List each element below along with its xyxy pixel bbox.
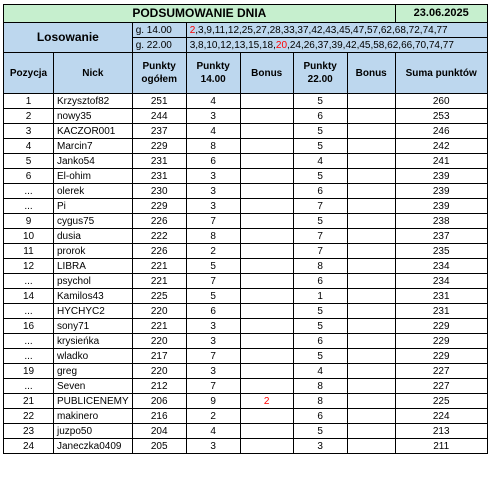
draw-number: 25 [241,24,253,36]
cell-bonus-1 [240,199,293,214]
table-row [4,229,488,244]
cell-nick: sony71 [54,319,133,334]
cell-points-14: 3 [186,439,240,454]
header-punkty-ogolem: Punkty ogółem [132,53,186,94]
cell-points-22: 6 [293,109,347,124]
cell-bonus-2 [347,154,395,169]
cell-points-22: 8 [293,379,347,394]
cell-points-14: 9 [186,394,240,409]
cell-points-22: 5 [293,139,347,154]
cell-points-14: 8 [186,229,240,244]
cell-position: ... [4,379,54,394]
cell-points-14: 6 [186,304,240,319]
header-suma: Suma punktów [395,53,487,94]
cell-bonus-1 [240,409,293,424]
cell-bonus-2 [347,379,395,394]
cell-sum: 239 [395,184,487,199]
draw-number: 28 [269,24,281,36]
cell-bonus-1 [240,154,293,169]
cell-points-14: 2 [186,244,240,259]
cell-position: 16 [4,319,54,334]
cell-sum: 253 [395,109,487,124]
cell-bonus-2 [347,184,395,199]
cell-bonus-1 [240,109,293,124]
cell-position: 24 [4,439,54,454]
cell-points-22: 5 [293,319,347,334]
cell-points-14: 7 [186,349,240,364]
cell-points-14: 3 [186,109,240,124]
cell-total: 221 [132,274,186,289]
draw-number: 70 [414,39,427,51]
cell-bonus-2 [347,244,395,259]
cell-nick: Pi [54,199,133,214]
cell-sum: 239 [395,199,487,214]
cell-nick: greg [54,364,133,379]
cell-total: 220 [132,334,186,349]
cell-sum: 234 [395,259,487,274]
cell-points-14: 4 [186,424,240,439]
cell-nick: nowy35 [54,109,133,124]
cell-position: ... [4,349,54,364]
table-row [4,334,488,349]
cell-total: 225 [132,289,186,304]
cell-bonus-1 [240,259,293,274]
draw-label-14: g. 14.00 [132,23,186,38]
cell-bonus-1 [240,349,293,364]
cell-nick: krysieńka [54,334,133,349]
cell-sum: 231 [395,304,487,319]
draw-number: 43 [325,24,337,36]
cell-nick: LIBRA [54,259,133,274]
draw-number: 12 [220,39,232,51]
cell-bonus-1 [240,439,293,454]
losowanie-label: Losowanie [4,23,133,53]
cell-bonus-2 [347,364,395,379]
cell-points-22: 5 [293,349,347,364]
cell-bonus-2 [347,439,395,454]
draw-number: 37 [297,24,309,36]
cell-nick: El-ohim [54,169,133,184]
cell-bonus-2 [347,319,395,334]
cell-position: ... [4,199,54,214]
draw-number: 68 [394,24,406,36]
cell-bonus-1 [240,169,293,184]
cell-sum: 227 [395,379,487,394]
cell-bonus-1 [240,124,293,139]
table-row [4,94,488,109]
draw-number: 3 [189,39,196,51]
cell-bonus-1 [240,184,293,199]
draw-number: 10 [206,39,218,51]
cell-bonus-2 [347,229,395,244]
table-row [4,244,488,259]
draw-label-22: g. 22.00 [132,38,186,53]
cell-points-14: 4 [186,94,240,109]
table-row [4,154,488,169]
cell-sum: 234 [395,274,487,289]
cell-nick: Kamilos43 [54,289,133,304]
cell-points-22: 5 [293,214,347,229]
cell-bonus-1 [240,214,293,229]
cell-bonus-2 [347,394,395,409]
cell-sum: 241 [395,154,487,169]
cell-total: 216 [132,409,186,424]
header-pozycja: Pozycja [4,53,54,94]
cell-points-22: 1 [293,289,347,304]
table-row [4,349,488,364]
cell-sum: 229 [395,349,487,364]
cell-points-22: 5 [293,94,347,109]
draw-numbers-14: 2,3,9,11,12,25,27,28,33,37,42,43,45,47,57,62,68,72,74,77 [186,23,487,38]
cell-sum: 237 [395,229,487,244]
table-row [4,139,488,154]
header-punkty-14: Punkty 14.00 [186,53,240,94]
draw-number: 15 [248,39,260,51]
cell-bonus-1 [240,364,293,379]
draw-number: 9 [206,24,212,36]
draw-number: 77 [436,24,448,36]
cell-sum: 211 [395,439,487,454]
table-row [4,304,488,319]
cell-points-14: 7 [186,274,240,289]
cell-bonus-2 [347,289,395,304]
draw-number: 11 [214,24,226,36]
cell-bonus-1 [240,304,293,319]
cell-points-22: 8 [293,394,347,409]
cell-points-22: 6 [293,274,347,289]
cell-sum: 231 [395,289,487,304]
cell-total: 220 [132,304,186,319]
cell-bonus-2 [347,334,395,349]
cell-nick: PUBLICENEMY [54,394,133,409]
cell-bonus-2 [347,274,395,289]
draw-number: 58 [373,39,385,51]
cell-position: 2 [4,109,54,124]
cell-total: 221 [132,259,186,274]
cell-bonus-2 [347,124,395,139]
cell-bonus-1 [240,289,293,304]
cell-bonus-1 [240,319,293,334]
cell-nick: Marcin7 [54,139,133,154]
cell-points-22: 6 [293,409,347,424]
cell-points-22: 8 [293,259,347,274]
cell-total: 206 [132,394,186,409]
cell-total: 230 [132,184,186,199]
cell-total: 217 [132,349,186,364]
table-row [4,439,488,454]
draw-number: 57 [366,24,379,36]
draw-number: 13 [234,39,246,51]
cell-nick: HYCHYC2 [54,304,133,319]
cell-position: 22 [4,409,54,424]
table-row [4,214,488,229]
cell-total: 244 [132,109,186,124]
cell-sum: 246 [395,124,487,139]
table-row [4,289,488,304]
draw-number: 66 [401,39,413,51]
cell-total: 231 [132,169,186,184]
draw-number: 8 [198,39,204,51]
cell-points-22: 5 [293,169,347,184]
draw-number: 45 [339,24,351,36]
table-row [4,319,488,334]
cell-points-22: 4 [293,364,347,379]
cell-points-22: 7 [293,229,347,244]
cell-sum: 239 [395,169,487,184]
draw-number: 77 [442,39,454,51]
cell-bonus-1 [240,229,293,244]
cell-sum: 224 [395,409,487,424]
cell-total: 222 [132,229,186,244]
draw-number: 72 [408,24,420,36]
cell-position: ... [4,304,54,319]
cell-points-14: 8 [186,139,240,154]
cell-total: 221 [132,319,186,334]
cell-nick: prorok [54,244,133,259]
cell-total: 251 [132,94,186,109]
cell-bonus-1 [240,139,293,154]
cell-position: 5 [4,154,54,169]
draw-number: 45 [359,39,371,51]
cell-nick: Seven [54,379,133,394]
cell-position: ... [4,274,54,289]
cell-position: 19 [4,364,54,379]
cell-sum: 238 [395,214,487,229]
summary-table [3,4,488,454]
cell-points-22: 4 [293,154,347,169]
cell-nick: makinero [54,409,133,424]
cell-points-22: 3 [293,439,347,454]
draw-number: 24 [289,39,301,51]
cell-nick: KACZOR001 [54,124,133,139]
table-row [4,124,488,139]
cell-bonus-2 [347,94,395,109]
draw-number: 3 [198,24,204,36]
cell-sum: 260 [395,94,487,109]
table-row [4,184,488,199]
cell-total: 237 [132,124,186,139]
cell-position: 14 [4,289,54,304]
cell-bonus-2 [347,199,395,214]
cell-total: 226 [132,214,186,229]
table-row [4,364,488,379]
cell-points-14: 3 [186,364,240,379]
header-bonus-2: Bonus [347,53,395,94]
cell-bonus-1 [240,334,293,349]
cell-total: 229 [132,139,186,154]
cell-total: 205 [132,439,186,454]
cell-position: 9 [4,214,54,229]
cell-bonus-2 [347,109,395,124]
table-row [4,424,488,439]
cell-sum: 227 [395,364,487,379]
draw-number: 74 [428,39,440,51]
draw-number: 39 [331,39,343,51]
cell-total: 231 [132,154,186,169]
cell-total: 212 [132,379,186,394]
cell-sum: 235 [395,244,487,259]
draw-numbers-22: 3,8,10,12,13,15,18,20,24,26,37,39,42,45,58,62,66,70,74,77 [186,38,487,53]
cell-bonus-1 [240,424,293,439]
cell-bonus-2 [347,214,395,229]
table-row [4,274,488,289]
cell-points-22: 5 [293,424,347,439]
table-row [4,169,488,184]
cell-bonus-1 [240,244,293,259]
cell-bonus-1: 2 [240,394,293,409]
cell-points-14: 4 [186,124,240,139]
draw-number: 27 [255,24,267,36]
cell-nick: dusia [54,229,133,244]
cell-points-14: 3 [186,169,240,184]
cell-nick: Janko54 [54,154,133,169]
draw-number: 2 [189,24,196,36]
cell-total: 226 [132,244,186,259]
draw-number: 42 [311,24,323,36]
cell-bonus-2 [347,424,395,439]
cell-position: 10 [4,229,54,244]
cell-position: ... [4,334,54,349]
draw-number: 62 [380,24,392,36]
cell-nick: cygus75 [54,214,133,229]
cell-total: 204 [132,424,186,439]
cell-total: 220 [132,364,186,379]
draw-number: 20 [275,39,288,51]
cell-nick: psychol [54,274,133,289]
draw-number: 74 [422,24,434,36]
cell-bonus-2 [347,409,395,424]
cell-points-14: 5 [186,289,240,304]
cell-position: 21 [4,394,54,409]
cell-total: 229 [132,199,186,214]
header-punkty-22: Punkty 22.00 [293,53,347,94]
header-bonus-1: Bonus [240,53,293,94]
draw-number: 33 [283,24,295,36]
cell-points-22: 7 [293,244,347,259]
cell-bonus-1 [240,94,293,109]
cell-points-22: 6 [293,334,347,349]
cell-points-22: 6 [293,184,347,199]
table-row [4,394,488,409]
cell-position: 4 [4,139,54,154]
cell-points-14: 2 [186,409,240,424]
draw-number: 62 [387,39,399,51]
cell-sum: 225 [395,394,487,409]
cell-points-14: 3 [186,184,240,199]
draw-number: 18 [262,39,274,51]
cell-nick: Janeczka0409 [54,439,133,454]
cell-points-14: 6 [186,154,240,169]
cell-points-22: 5 [293,124,347,139]
draw-number: 12 [227,24,240,36]
cell-points-14: 7 [186,214,240,229]
draw-number: 42 [345,39,357,51]
table-row [4,109,488,124]
cell-position: 3 [4,124,54,139]
cell-position: 1 [4,94,54,109]
cell-nick: Krzysztof82 [54,94,133,109]
cell-points-22: 7 [293,199,347,214]
cell-sum: 229 [395,334,487,349]
cell-bonus-2 [347,139,395,154]
cell-bonus-2 [347,349,395,364]
cell-nick: wladko [54,349,133,364]
cell-bonus-2 [347,304,395,319]
cell-points-14: 3 [186,199,240,214]
cell-points-14: 3 [186,334,240,349]
cell-position: 11 [4,244,54,259]
cell-position: ... [4,184,54,199]
draw-number: 37 [317,39,329,51]
cell-points-14: 3 [186,319,240,334]
cell-bonus-1 [240,379,293,394]
header-nick: Nick [54,53,133,94]
date-cell: 23.06.2025 [395,5,487,23]
cell-sum: 229 [395,319,487,334]
page-title: PODSUMOWANIE DNIA [4,5,396,23]
cell-position: 6 [4,169,54,184]
cell-position: 23 [4,424,54,439]
draw-number: 47 [353,24,365,36]
cell-nick: olerek [54,184,133,199]
cell-points-22: 5 [293,304,347,319]
cell-points-14: 5 [186,259,240,274]
cell-bonus-1 [240,274,293,289]
draw-number: 26 [303,39,315,51]
cell-bonus-2 [347,169,395,184]
table-row [4,199,488,214]
cell-points-14: 7 [186,379,240,394]
cell-sum: 242 [395,139,487,154]
cell-bonus-2 [347,259,395,274]
cell-sum: 213 [395,424,487,439]
table-row [4,409,488,424]
cell-nick: juzpo50 [54,424,133,439]
cell-position: 12 [4,259,54,274]
table-row [4,379,488,394]
table-row [4,259,488,274]
